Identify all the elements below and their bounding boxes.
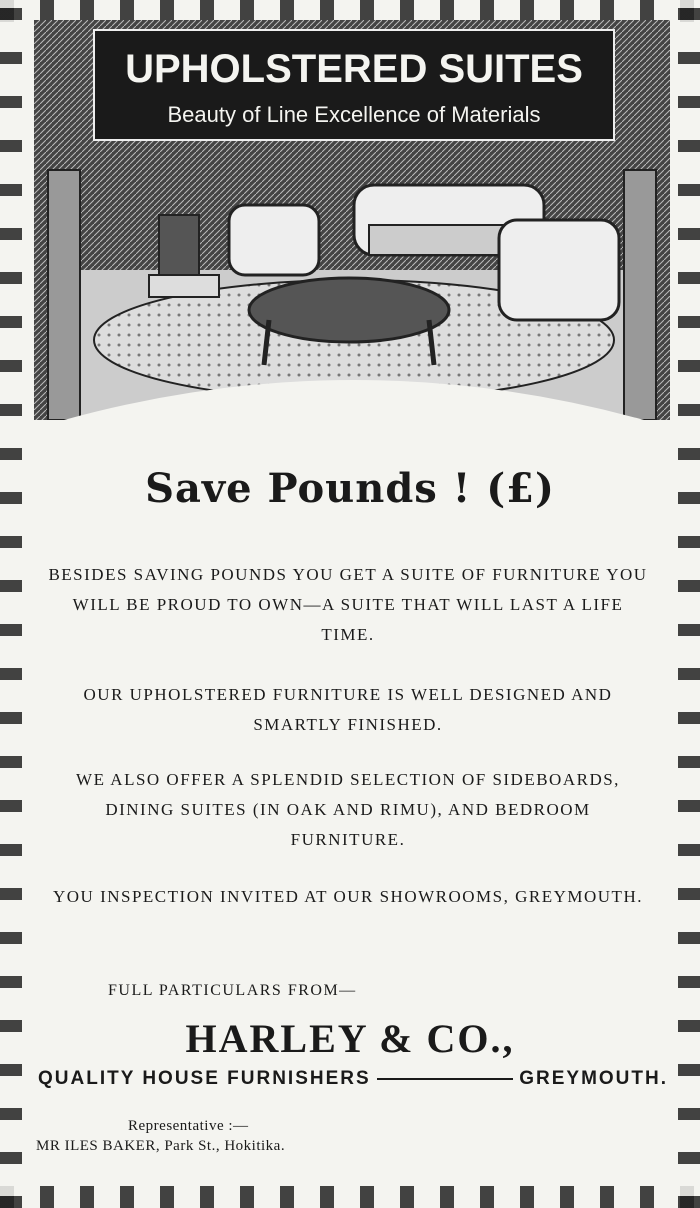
banner-subtitle: Beauty of Line Excellence of Materials (167, 102, 541, 127)
furniture-illustration (34, 20, 670, 420)
paragraph-selection: WE ALSO OFFER A SPLENDID SELECTION OF SIDEBOARDS, DINING SUITES (IN OAK AND RIMU), AND BEDROOM FURNITURE. (76, 770, 620, 849)
tagline-right: GREYMOUTH. (519, 1068, 668, 1089)
banner-title: UPHOLSTERED SUITES (125, 47, 583, 91)
tagline-left: QUALITY HOUSE FURNISHERS (38, 1068, 371, 1089)
paragraph-upholstered: OUR UPHOLSTERED FURNITURE IS WELL DESIGNED AND SMARTLY FINISHED. (83, 685, 613, 734)
paragraph-inspection: YOU INSPECTION INVITED AT OUR SHOWROOMS, GREYMOUTH. (53, 887, 643, 906)
tagline (38, 1068, 668, 1090)
paragraph-savings: BESIDES SAVING POUNDS YOU GET A SUITE OF FURNITURE YOU WILL BE PROUD TO OWN—A SUITE THAT WILL LAST A LIFE TIME. (48, 565, 648, 644)
top-border (0, 0, 700, 22)
representative-name: MR ILES BAKER, Park St., Hokitika. (36, 1138, 286, 1154)
company-name: HARLEY & CO., (185, 1016, 515, 1061)
tagline-rule (377, 1078, 514, 1080)
representative-label: Representative :— (128, 1118, 249, 1134)
bottom-border (0, 1186, 700, 1208)
headline: Save Pounds ! (£) (145, 465, 555, 512)
particulars-text: FULL PARTICULARS FROM— (108, 982, 357, 999)
